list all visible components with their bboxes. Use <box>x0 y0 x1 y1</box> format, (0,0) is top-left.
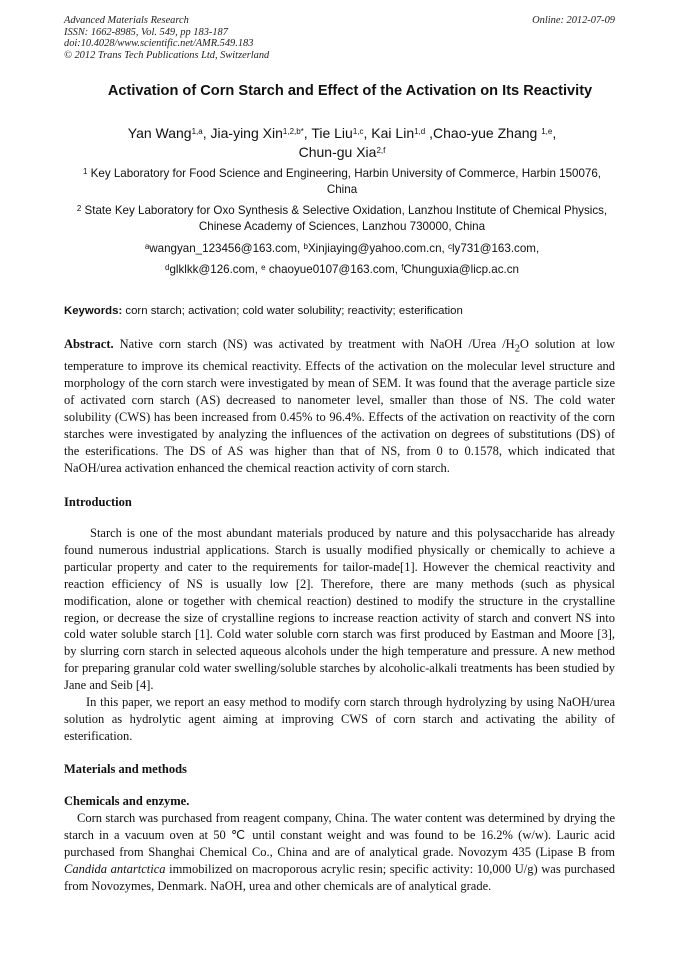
species-name: Candida antartctica <box>64 861 166 876</box>
author-sup: 1,d <box>414 127 426 136</box>
email-link[interactable]: glklkk@126.com <box>169 263 255 276</box>
keywords-label: Keywords: <box>64 305 123 317</box>
issn-line: ISSN: 1662-8985, Vol. 549, pp 183-187 <box>64 26 228 38</box>
email-link[interactable]: Chunguxia@licp.ac.cn <box>403 263 519 276</box>
materials-heading: Materials and methods <box>64 762 187 776</box>
author-list: Yan Wang$^{1,a}$, Jia-ying Xin$^{1,2,b*}$, Tie Liu$^{1,c}$, Kai Lin$^{1,d}$ ,Chao-yue Zhang $^{1,e}$, Chun-gu Xia$^{2,f}$ <box>127 125 557 160</box>
journal-header <box>64 15 269 61</box>
abstract-text-1: Native corn starch (NS) was activated by treatment with NaOH /Urea /H <box>119 337 515 351</box>
materials-paragraph <box>64 810 615 895</box>
introduction-paragraph-2: In this paper, we report an easy method to modify corn starch through hydrolyzing by using NaOH/urea solution as hydrolytic agent aiming at improving CWS of corn starch and activating the ability of esterification. <box>64 695 615 743</box>
abstract <box>64 336 615 477</box>
affiliation-sup: 2 <box>76 204 82 213</box>
materials-text-1: Corn starch was purchased from reagent company, China. The water content was determined by drying the starch in a vacuum oven at 50 ℃ until constant weight and was found to be 16.2% (w/w). Lauric acid purchased from Shanghai Chemical Co., China and are of analytical grade. Novozym 435 (Lipase B from <box>64 811 615 859</box>
affiliation-sup: 1 <box>82 167 88 176</box>
author-sup: 1,a <box>191 127 203 136</box>
email-list: $^a$wangyan_123456@163.com, $^b$Xinjiaying@yahoo.com.cn, $^c$ly731@163.com, $^d$glklkk@126.com, $^e$ chaoyue0107@163.com, $^f$Chunguxia@licp.ac.cn <box>144 242 540 276</box>
affiliation-text: Key Laboratory for Food Science and Engineering, Harbin University of Commerce, Harbin 150076, China <box>90 167 602 196</box>
email-sup: d <box>165 263 170 272</box>
materials-body <box>64 810 615 895</box>
chemicals-subheading: Chemicals and enzyme. <box>64 794 190 808</box>
email-link[interactable]: ly731@163.com <box>451 242 536 255</box>
online-date: Online: 2012-07-09 <box>532 15 615 26</box>
introduction-paragraph-1: Starch is one of the most abundant materials produced by nature and this polysaccharide has already found numerous industrial applications. Starch is usually modified physically or chemically to achieve a particular property and cater to the requirements for tailor-made[1]. However the chemical reactivity and reaction efficiency of NS is usually low [2]. Therefore, there are many methods (such as physical modification, alone or together with chemical reaction) destined to modify the structure in the crystalline region, or decrease the size of crystalline regions to increase reaction activity of starch and convert NS into cold water soluble starch [1]. Cold water soluble corn starch was first produced by Eastman and Moore [3], by slurring corn starch in selected aqueous alcohols under the high temperature and pressure. A new method for preparing granular cold water swelling/soluble starches by alcoholic-alkali treatments has been studied by Jane and Seib [4]. <box>64 526 615 693</box>
email-sup: e <box>261 263 266 272</box>
affiliation-text: State Key Laboratory for Oxo Synthesis & Selective Oxidation, Lanzhou Institute of Chemical Physics, Chinese Academy of Sciences, Lanzhou 730000, China <box>84 204 608 233</box>
author-name: Kai Lin <box>371 125 415 141</box>
abstract-label: Abstract. <box>64 337 114 351</box>
introduction-body <box>64 525 615 745</box>
doi-line: doi:10.4028/www.scientific.net/AMR.549.183 <box>64 38 254 50</box>
author-sup: 2,f <box>376 146 386 155</box>
abstract-text-2: O solution at low temperature to improve its chemical reactivity. Effects of the activation on the molecular level structure and morphology of the corn starch were investigated by mean of SEM. It was found that the average particle size of activated corn starch (AS) decreased to nanometer level, smaller than those of NS. The cold water solubility (CWS) has been increased from 0.45% to 96.4%. Effects of the activation on reactivity of the corn starches were investigated by analyzing the influences of the activation on degrees of substitutions (DS) of the esterifications. The DS of AS was higher than that of NS, from 0 to 0.1578, which indicated that NaOH/urea activation enhanced the chemical reaction activity of corn starch. <box>64 337 616 475</box>
email-sup: f <box>401 263 404 272</box>
keywords <box>64 305 463 317</box>
affiliation-2 <box>72 203 612 234</box>
keywords-text: corn starch; activation; cold water solubility; reactivity; esterification <box>125 305 463 317</box>
affiliation-1 <box>72 166 612 197</box>
email-sup: a <box>144 242 150 251</box>
h2o-subscript: 2 <box>514 343 520 355</box>
email-sup: b <box>303 242 308 251</box>
introduction-heading: Introduction <box>64 495 132 509</box>
author-name: Chao-yue Zhang <box>433 125 538 141</box>
author-name: Tie Liu <box>311 125 353 141</box>
author-sup: 1,c <box>352 127 364 136</box>
author-name: Yan Wang <box>127 125 192 141</box>
paper-title: Activation of Corn Starch and Effect of the Activation on Its Reactivity <box>107 83 593 99</box>
journal-name: Advanced Materials Research <box>64 15 189 26</box>
author-name: Chun-gu Xia <box>298 144 377 160</box>
email-link[interactable]: wangyan_123456@163.com <box>149 242 298 255</box>
email-link[interactable]: Xinjiaying@yahoo.com.cn <box>307 242 442 255</box>
copyright-line: © 2012 Trans Tech Publications Ltd, Switzerland <box>64 49 270 61</box>
materials-text-2: immobilized on macroporous acrylic resin; specific activity: 10,000 U/g) was purchased from Novozymes, Denmark. NaOH, urea and other chemicals are of analytical grade. <box>64 861 615 893</box>
email-link[interactable]: chaoyue0107@163.com <box>268 263 395 276</box>
email-sup: c <box>447 242 452 251</box>
author-name: Jia-ying Xin <box>210 125 283 141</box>
author-sup: 1,2,b* <box>282 127 304 136</box>
author-sup: 1,e <box>541 127 553 136</box>
